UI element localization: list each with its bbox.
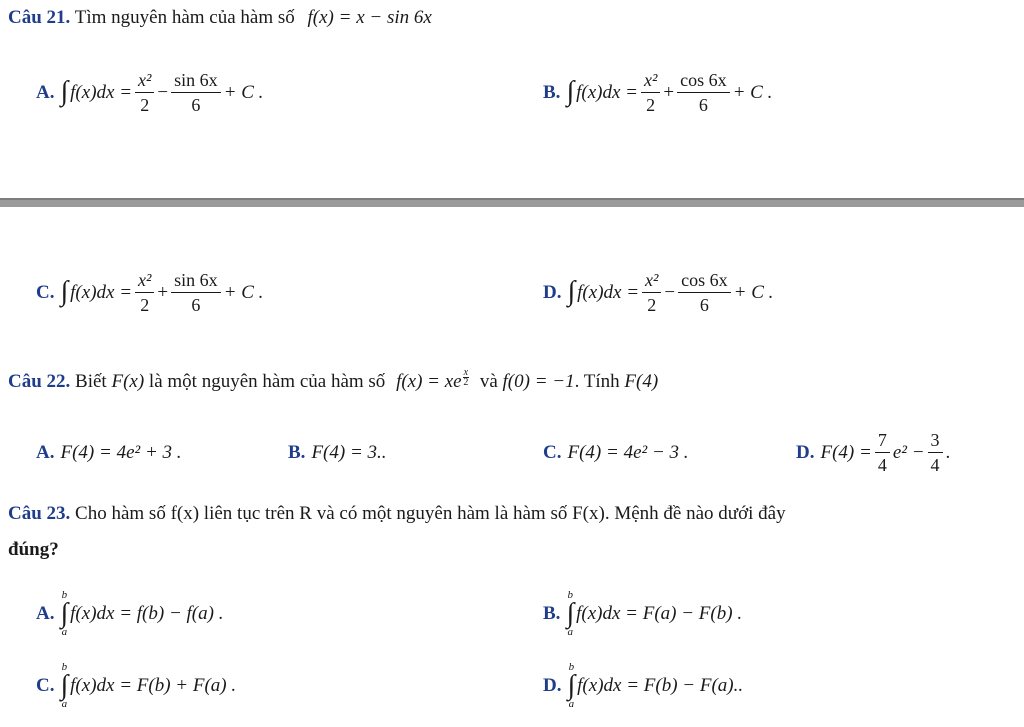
q22-option-c[interactable] [543,442,689,464]
question-22-target: F(4) [624,371,659,392]
q21-option-c-frac1 [135,270,154,315]
integral-sign-icon: ∫ [567,275,576,307]
operator: − [157,81,169,103]
q22-option-d-mid: e² − [892,441,925,463]
q21-option-c[interactable] [36,270,263,315]
upper-limit: b [61,661,68,673]
q22-option-d-frac2 [928,430,943,475]
frac-denominator: 2 [646,95,656,115]
question-23-stem [8,502,786,526]
operator: − [664,281,676,303]
q22-option-b[interactable] [288,442,387,464]
q21-option-b-frac2 [677,70,730,115]
lower-limit: a [61,698,68,710]
frac-denominator: 6 [699,295,709,315]
q21-option-d-frac1 [642,270,661,315]
integral-sign-icon: ∫ [60,275,69,307]
q21-option-b-frac1 [641,70,660,115]
q21-option-c-tail: + C . [223,281,264,303]
q23-option-b-text: f(x)dx = F(a) − F(b) . [576,603,743,624]
q21-option-b-label: B. [543,81,561,103]
upper-limit: b [61,589,68,601]
frac-numerator: x² [641,70,660,93]
question-22-text: là một nguyên hàm của hàm số [148,371,386,392]
q22-option-d[interactable] [796,430,950,475]
exponent-numerator: x [463,367,469,378]
q21-option-b[interactable] [543,70,772,115]
q21-option-a[interactable] [36,70,263,115]
q23-option-b[interactable] [543,590,742,638]
lower-limit: a [567,626,574,638]
frac-denominator: 4 [877,455,887,475]
lower-limit: a [568,698,575,710]
question-23-label: Câu 23. [8,503,71,524]
q21-option-c-lhs: f(x)dx = [70,281,133,303]
frac-numerator: sin 6x [171,270,221,293]
upper-limit: b [568,661,575,673]
frac-numerator: x² [642,270,661,293]
q22-option-c-label: C. [543,442,562,463]
frac-numerator: x² [135,70,154,93]
q23-option-d-text: f(x)dx = F(b) − F(a).. [577,675,744,696]
q22-option-d-tail: . [945,441,951,463]
upper-limit: b [567,589,574,601]
frac-numerator: cos 6x [678,270,731,293]
q23-option-d-label: D. [543,675,562,696]
operator: + [663,81,675,103]
frac-denominator: 2 [647,295,657,315]
q21-option-b-tail: + C . [732,81,773,103]
question-21-text: Tìm nguyên hàm của hàm số [74,7,295,28]
q22-option-a[interactable] [36,442,182,464]
question-21-function: f(x) = x − sin 6x [307,7,432,28]
frac-denominator: 6 [191,95,201,115]
q22-option-b-text: F(4) = 3.. [311,442,387,463]
question-22-condition: f(0) = −1 [502,371,575,392]
q21-option-d-frac2 [678,270,731,315]
q23-option-a-label: A. [36,603,55,624]
q22-option-d-label: D. [796,441,815,463]
q23-option-b-label: B. [543,603,561,624]
definite-integral-icon: b ∫ a [60,589,69,638]
frac-numerator: 7 [875,430,890,453]
frac-denominator: 4 [930,455,940,475]
q23-option-c-label: C. [36,675,55,696]
operator: + [157,281,169,303]
question-22-label: Câu 22. [8,371,71,392]
question-22-stem [8,367,659,399]
frac-denominator: 6 [191,295,201,315]
q21-option-c-label: C. [36,281,55,303]
q22-option-b-label: B. [288,442,306,463]
frac-numerator: sin 6x [171,70,221,93]
definite-integral-icon: b ∫ a [566,589,575,638]
q22-option-d-frac1 [875,430,890,475]
question-21-label: Câu 21. [8,7,71,28]
question-23-text: Cho hàm số f(x) liên tục trên R và có một nguyên hàm là hàm số F(x). Mệnh đề nào dưới đây [75,503,786,524]
q22-option-d-lhs: F(4) = [820,441,872,463]
q23-option-d[interactable] [543,662,743,710]
lower-limit: a [61,626,68,638]
q22-option-a-text: F(4) = 4e² + 3 . [60,442,182,463]
integral-sign-icon: ∫ [566,75,575,107]
exponent-fraction [463,368,469,387]
q23-option-a-text: f(x)dx = f(b) − f(a) . [70,603,224,624]
q22-option-c-text: F(4) = 4e² − 3 . [567,442,689,463]
q21-option-d-label: D. [543,281,562,303]
q22-option-a-label: A. [36,442,55,463]
q21-option-d-lhs: f(x)dx = [577,281,640,303]
frac-denominator: 2 [140,95,150,115]
integral-sign-icon: ∫ [60,75,69,107]
q21-option-b-lhs: f(x)dx = [576,81,638,103]
exponent-denominator: 2 [463,377,469,388]
question-22-Fx: F(x) [111,371,145,392]
q21-option-a-tail: + C . [223,81,264,103]
q21-option-a-frac2 [171,70,221,115]
q21-option-d-tail: + C . [733,281,774,303]
frac-numerator: 3 [928,430,943,453]
q21-option-a-lhs: f(x)dx = [70,81,133,103]
frac-denominator: 2 [140,295,150,315]
q21-option-c-frac2 [171,270,221,315]
definite-integral-icon: b ∫ a [567,661,576,710]
question-23-text-line2: đúng? [8,539,59,560]
question-22-function: f(x) = xe [396,371,462,392]
q21-option-a-frac1 [135,70,154,115]
frac-denominator: 6 [698,95,708,115]
definite-integral-icon: b ∫ a [60,661,69,710]
q23-option-c-text: f(x)dx = F(b) + F(a) . [70,675,237,696]
q23-option-c[interactable] [36,662,236,710]
q21-option-d[interactable] [543,270,773,315]
question-21-stem [8,6,432,30]
q21-option-a-label: A. [36,81,55,103]
frac-numerator: x² [135,270,154,293]
question-22-text: Biết [75,371,107,392]
frac-numerator: cos 6x [677,70,730,93]
page-divider [0,198,1024,207]
question-22-text: . Tính [574,371,620,392]
q23-option-a[interactable] [36,590,223,638]
question-22-text: và [479,371,498,392]
